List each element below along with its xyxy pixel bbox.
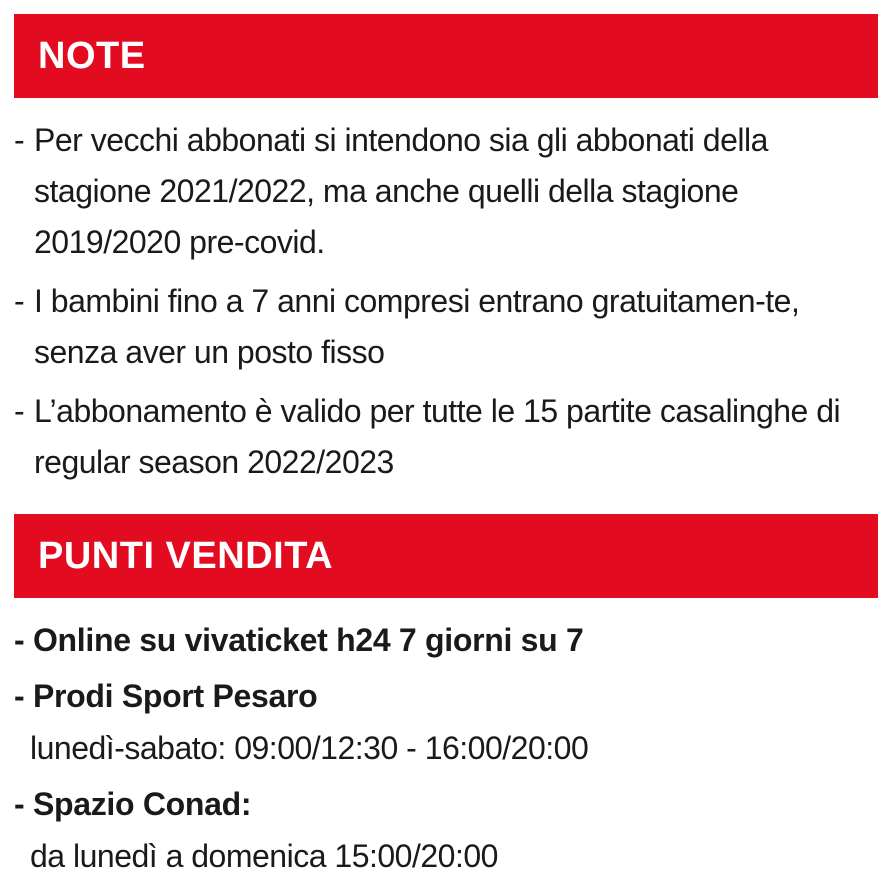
point-of-sale-name: - Spazio Conad: [14, 786, 252, 822]
point-of-sale-item [14, 778, 880, 882]
note-item [14, 276, 880, 378]
notes-list [14, 115, 880, 496]
note-text: Per vecchi abbonati si intendono sia gli abbonati della stagione 2021/2022, ma anche quelli della stagione 2019/2020 pre-covid. [34, 122, 768, 260]
points-of-sale-banner [14, 514, 878, 598]
note-banner [14, 14, 878, 98]
point-of-sale-name: - Prodi Sport Pesaro [14, 678, 318, 714]
note-item [14, 115, 880, 268]
point-of-sale-item [14, 614, 880, 666]
opening-hours: da lunedì a domenica 15:00/20:00 [30, 838, 498, 874]
note-text: L’abbonamento è valido per tutte le 15 partite casalinghe di regular season 2022/2023 [34, 393, 841, 480]
note-dash: - [14, 393, 25, 429]
points-of-sale-title: PUNTI VENDITA [38, 534, 334, 577]
point-of-sale-name: - Online su vivaticket h24 7 giorni su 7 [14, 622, 584, 658]
note-item [14, 386, 880, 488]
point-of-sale-item [14, 670, 880, 774]
opening-hours: lunedì-sabato: 09:00/12:30 - 16:00/20:00 [30, 730, 589, 766]
note-title: NOTE [38, 34, 146, 77]
note-dash: - [14, 283, 25, 319]
note-text: I bambini fino a 7 anni compresi entrano gratuitamen-te, senza aver un posto fisso [34, 283, 800, 370]
points-of-sale-list [14, 614, 880, 886]
note-dash: - [14, 122, 25, 158]
